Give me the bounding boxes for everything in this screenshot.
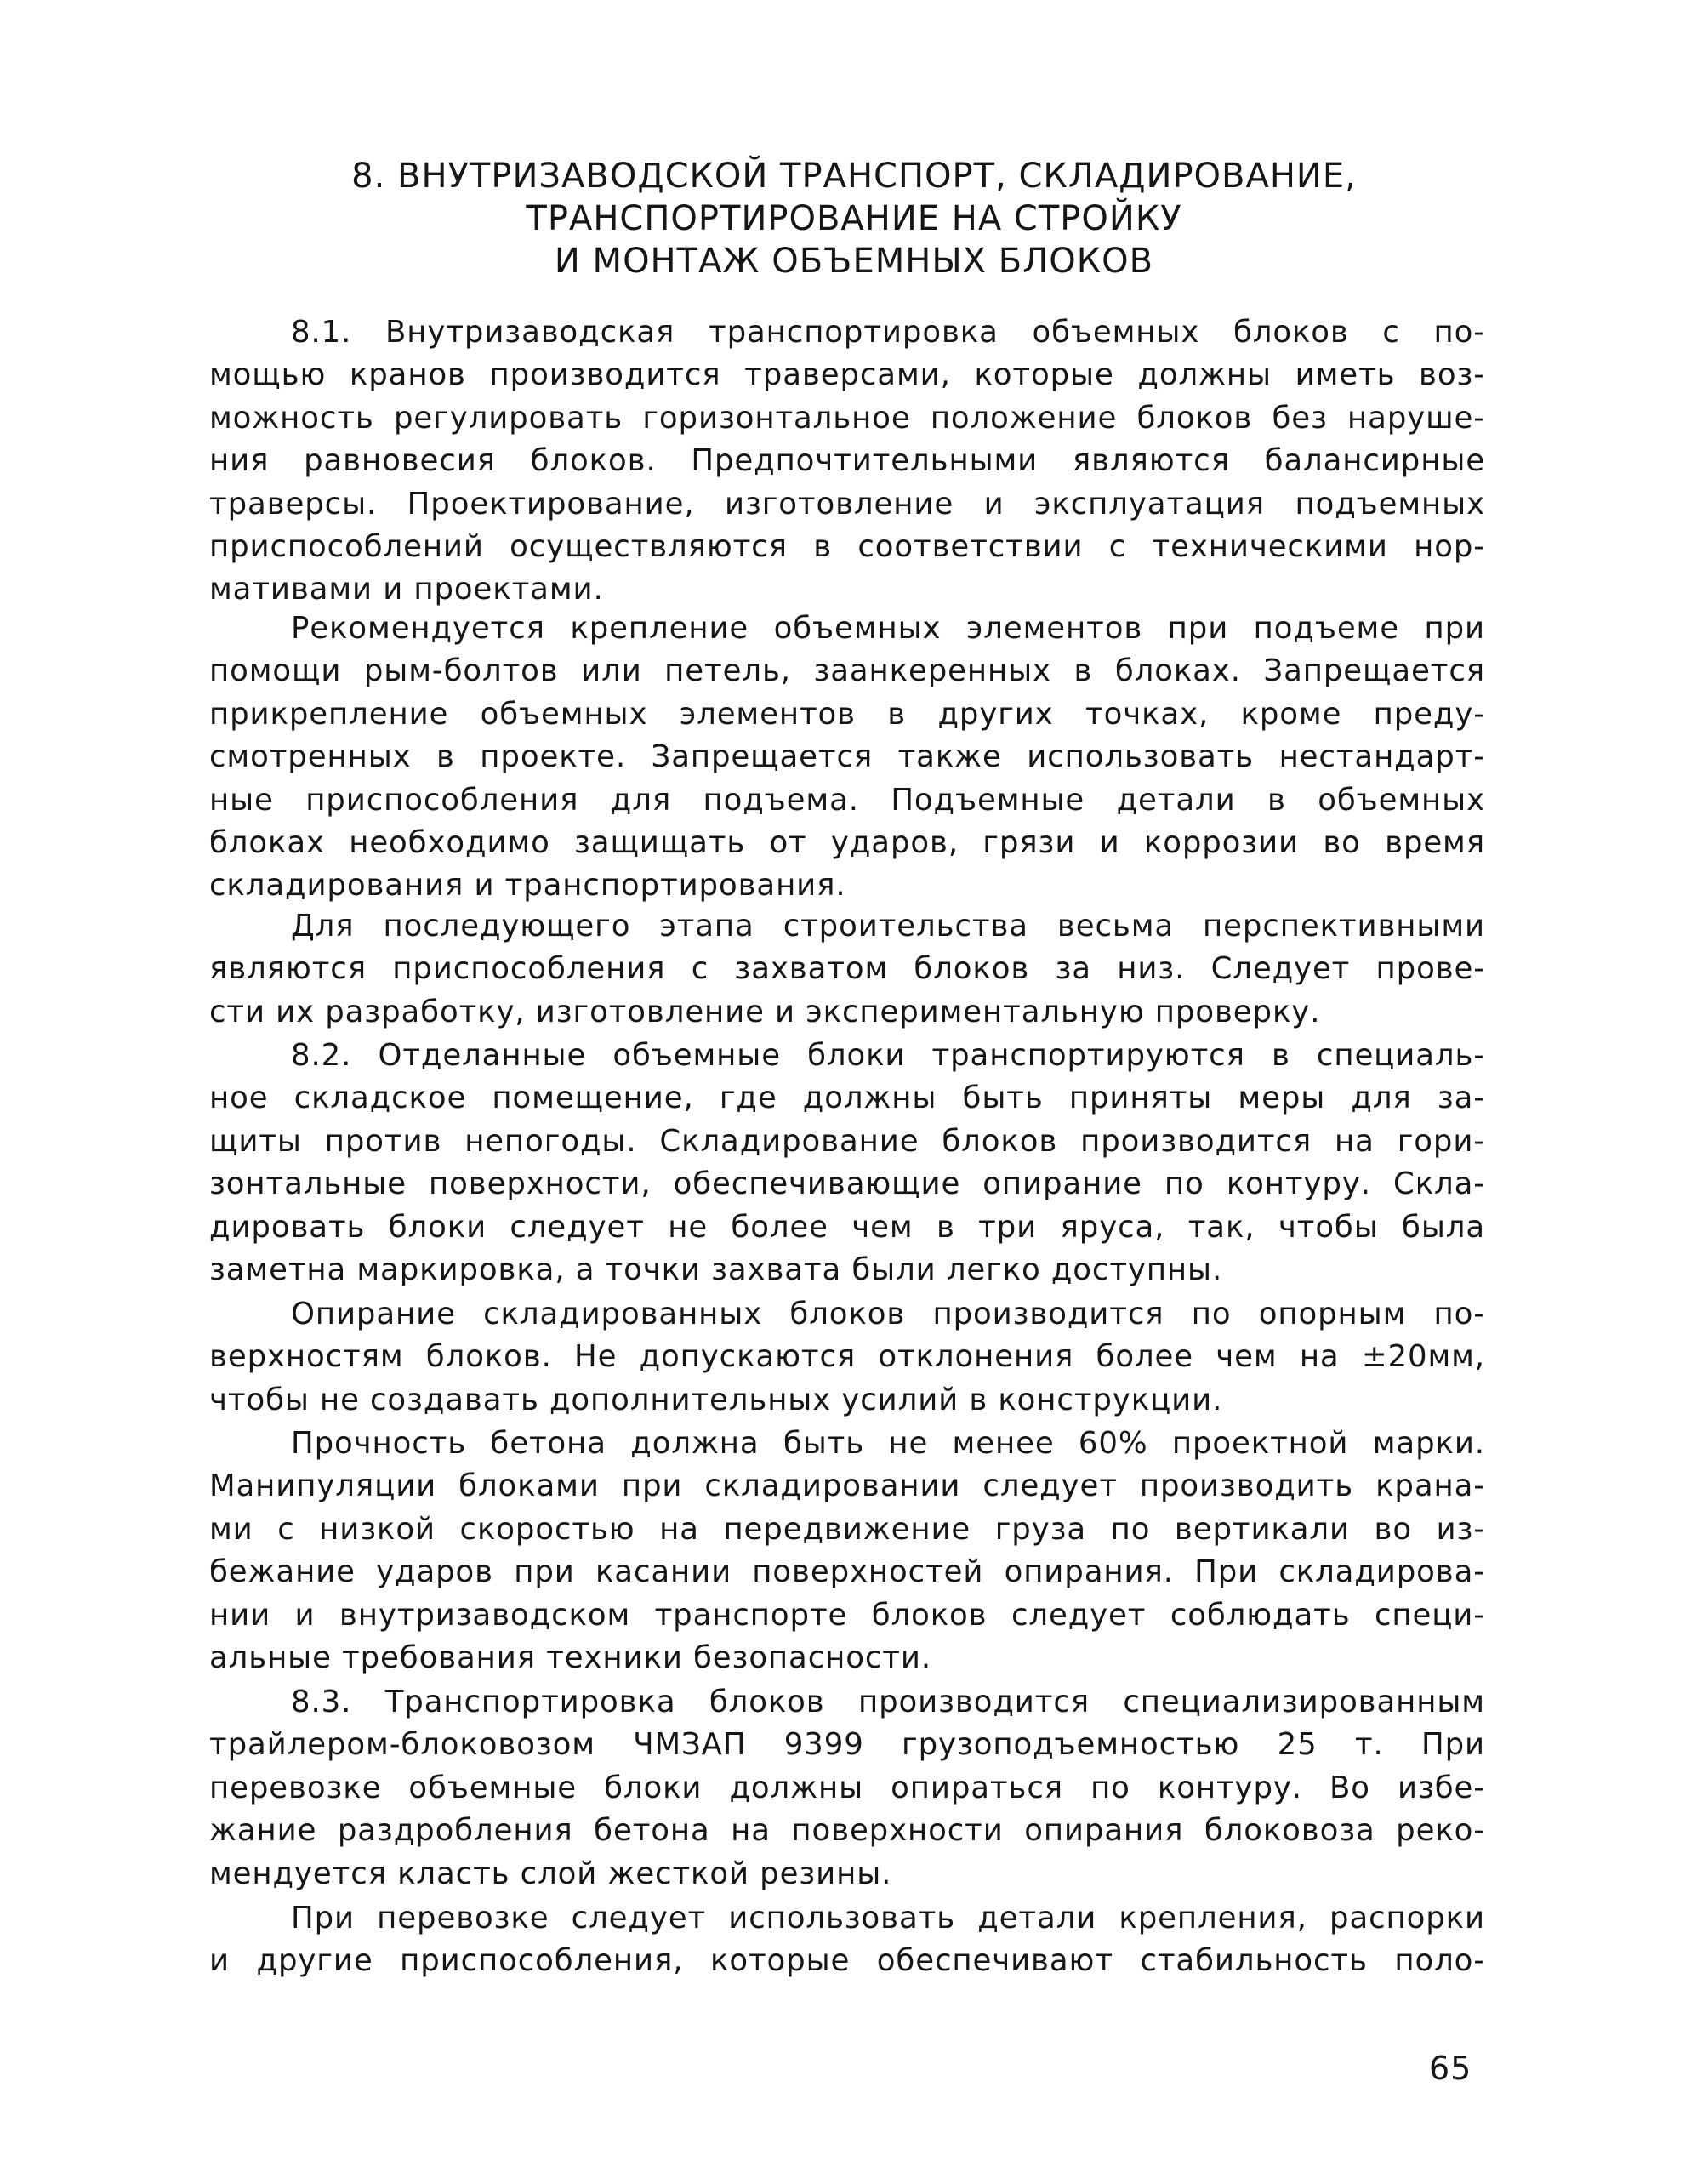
paragraph-line: 8.1. Внутризаводская транспортировка объемных блоков с по- xyxy=(291,315,1485,350)
paragraph-line: Опирание складированных блоков производится по опорным по- xyxy=(291,1297,1485,1331)
paragraph-line: сти их разработку, изготовление и экспериментальную проверку. xyxy=(209,994,1321,1029)
paragraph-line: чтобы не создавать дополнительных усилий в конструкции. xyxy=(209,1382,1223,1417)
paragraph-line: смотренных в проекте. Запрещается также использовать нестандарт- xyxy=(209,739,1485,775)
paragraph-transport-fasteners xyxy=(209,1897,1485,1983)
paragraph-line: зонтальные поверхности, обеспечивающие опирание по контуру. Скла- xyxy=(209,1166,1485,1202)
paragraph-line: ния равновесия блоков. Предпочтительными являются балансирные xyxy=(209,443,1485,479)
paragraph-line: помощи рым-болтов или петель, заанкеренных в блоках. Запрещается xyxy=(209,653,1485,689)
paragraph-line: ное складское помещение, где должны быть приняты меры для за- xyxy=(209,1080,1485,1116)
paragraph-line: 8.3. Транспортировка блоков производится специализированным xyxy=(291,1685,1485,1719)
paragraph-line: заметна маркировка, а точки захвата были легко доступны. xyxy=(209,1252,1223,1287)
paragraph-line: бежание ударов при касании поверхностей опирания. При складирова- xyxy=(209,1554,1485,1590)
paragraph-line: являются приспособления с захватом блоков за низ. Следует прове- xyxy=(209,951,1485,987)
paragraph-line: мендуется класть слой жесткой резины. xyxy=(209,1856,892,1891)
paragraph-line: ми с низкой скоростью на передвижение груза по вертикали во из- xyxy=(209,1511,1485,1547)
paragraph-line: блоках необходимо защищать от ударов, грязи и коррозии во время xyxy=(209,824,1485,860)
paragraph-lifting-attachments xyxy=(209,607,1485,908)
paragraph-line: нии и внутризаводском транспорте блоков следует соблюдать специ- xyxy=(209,1597,1485,1633)
paragraph-8-3 xyxy=(209,1681,1485,1896)
paragraph-line: Манипуляции блоками при складировании следует производить крана- xyxy=(209,1468,1485,1504)
paragraph-8-1 xyxy=(209,311,1485,612)
chapter-title-line-3: И МОНТАЖ ОБЪЕМНЫХ БЛОКОВ xyxy=(554,242,1154,281)
paragraph-line: и другие приспособления, которые обеспечивают стабильность поло- xyxy=(209,1943,1485,1979)
paragraph-line: Прочность бетона должна быть не менее 60% проектной марки. xyxy=(291,1426,1485,1461)
paragraph-8-2 xyxy=(209,1035,1485,1291)
paragraph-line: можность регулировать горизонтальное положение блоков без наруше- xyxy=(209,400,1485,436)
paragraph-line: щиты против непогоды. Складирование блоков производится на гори- xyxy=(209,1123,1485,1159)
paragraph-line: При перевозке следует использовать детали крепления, распорки xyxy=(291,1901,1485,1936)
paragraph-line: складирования и транспортирования. xyxy=(209,868,846,904)
paragraph-line: мощью кранов производится траверсами, которые должны иметь воз- xyxy=(209,357,1485,393)
paragraph-bottom-grip xyxy=(209,905,1485,1034)
paragraph-line: ные приспособления для подъема. Подъемные детали в объемных xyxy=(209,782,1485,818)
paragraph-line: траверсы. Проектирование, изготовление и эксплуатация подъемных xyxy=(209,486,1485,522)
paragraph-line: жание раздробления бетона на поверхности опирания блоковоза реко- xyxy=(209,1813,1485,1849)
paragraph-line: Для последующего этапа строительства весьма перспективными xyxy=(291,909,1485,944)
chapter-title xyxy=(0,155,1708,282)
paragraph-support-surfaces xyxy=(209,1293,1485,1422)
paragraph-line: альные требования техники безопасности. xyxy=(209,1639,931,1675)
paragraph-line: Рекомендуется крепление объемных элементов при подъеме при xyxy=(291,611,1485,646)
chapter-title-line-1: 8. ВНУТРИЗАВОДСКОЙ ТРАНСПОРТ, СКЛАДИРОВАНИЕ, xyxy=(351,157,1357,196)
paragraph-line: верхностям блоков. Не допускаются отклонения более чем на ±20мм, xyxy=(209,1339,1485,1375)
chapter-title-line-2: ТРАНСПОРТИРОВАНИЕ НА СТРОЙКУ xyxy=(526,199,1182,238)
paragraph-line: дировать блоки следует не более чем в три яруса, так, чтобы была xyxy=(209,1209,1485,1245)
paragraph-line: приспособлений осуществляются в соответствии с техническими нор- xyxy=(209,528,1485,564)
paragraph-line: перевозке объемные блоки должны опираться по контуру. Во избе- xyxy=(209,1770,1485,1805)
page-number: 65 xyxy=(1429,2050,1472,2087)
paragraph-concrete-strength xyxy=(209,1423,1485,1679)
paragraph-line: мативами и проектами. xyxy=(209,572,604,607)
paragraph-line: прикрепление объемных элементов в других точках, кроме преду- xyxy=(209,696,1485,732)
paragraph-line: 8.2. Отделанные объемные блоки транспортируются в специаль- xyxy=(291,1038,1485,1073)
paragraph-line: трайлером-блоковозом ЧМЗАП 9399 грузоподъемностью 25 т. При xyxy=(209,1727,1485,1763)
